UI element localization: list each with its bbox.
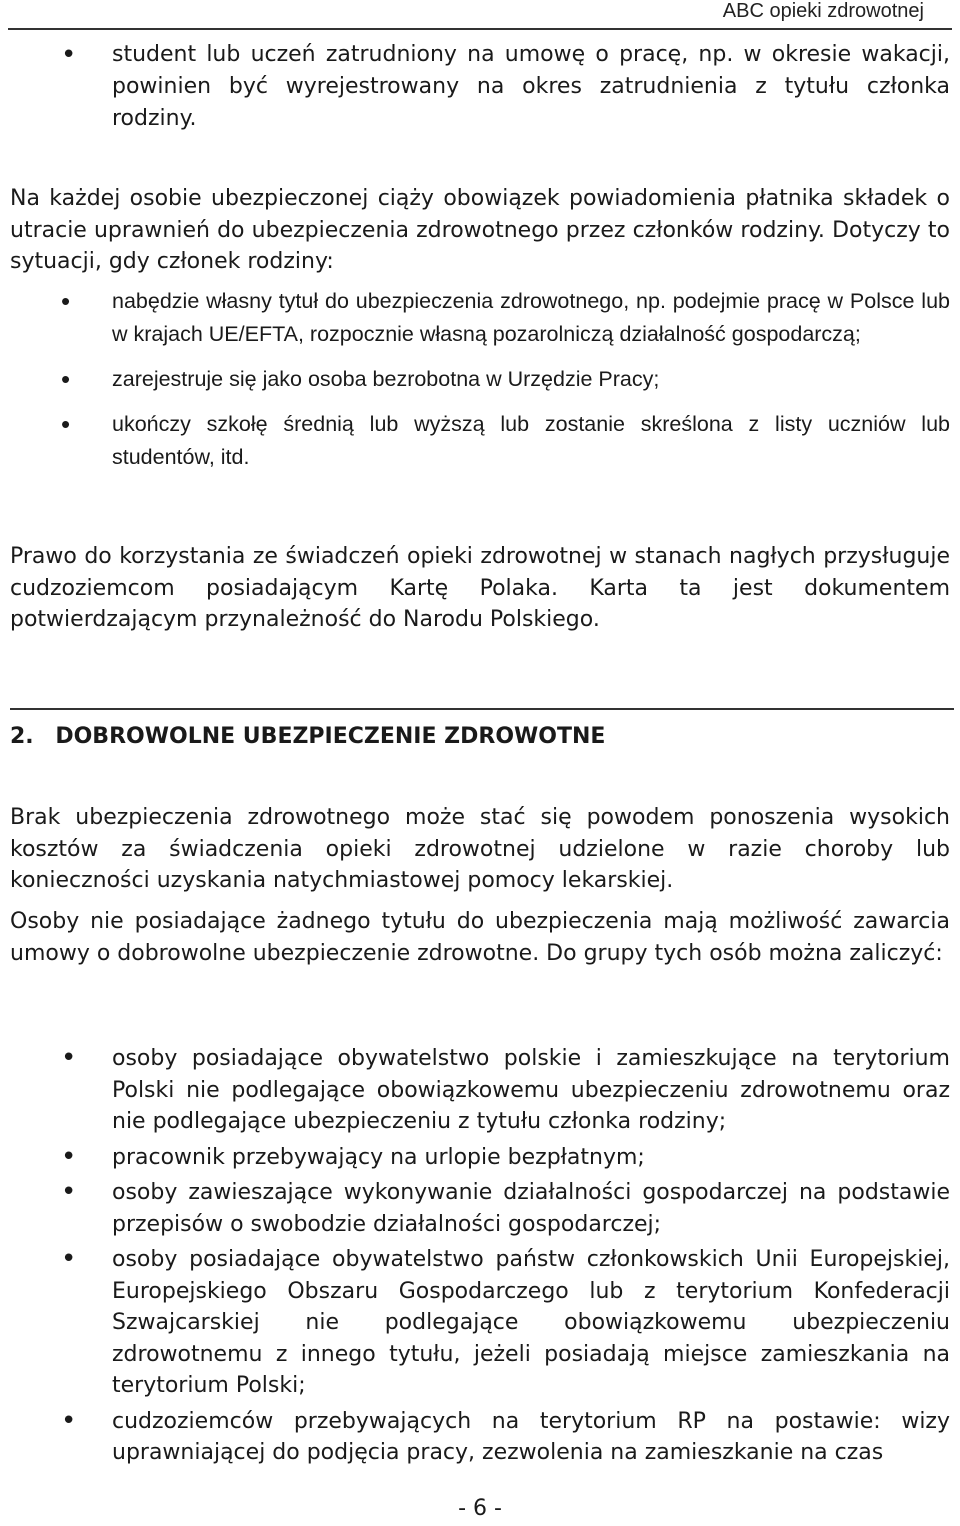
list-item — [61, 285, 950, 351]
bullet-list-voluntary — [61, 1043, 950, 1469]
list-item-text: pracownik przebywający na urlopie bezpłatnym; — [112, 1144, 645, 1170]
list-item-text: osoby posiadające obywatelstwo państw członkowskich Unii Europejskiej, Europejskiego Obszaru Gospodarczego lub z terytorium Konfederacji Szwajcarskiej nie podlegające obowiązkowemu ubezpieczeniu zdrowotnemu z innego tytułu, jeżeli posiadają miejsce zamieszkania na terytorium Polski; — [112, 1247, 950, 1398]
running-header: ABC opieki zdrowotnej — [722, 0, 924, 22]
list-item — [61, 1141, 950, 1174]
list-item-text: student lub uczeń zatrudniony na umowę o pracę, np. w okresie wakacji, powinien być wyrejestrowany na okres zatrudnienia z tytułu członka rodziny. — [112, 42, 950, 131]
bullet-icon: • — [61, 1244, 77, 1274]
section-number: 2. — [10, 724, 34, 749]
page-number: - 6 - — [458, 1496, 502, 1521]
paragraph-duty: Na każdej osobie ubezpieczonej ciąży obowiązek powiadomienia płatnika składek o utracie uprawnień do ubezpieczenia zdrowotnego przez członków rodziny. Dotyczy to sytuacji, gdy członek rodziny: — [10, 186, 951, 274]
list-item — [61, 1244, 950, 1402]
bullet-icon: • — [61, 1043, 77, 1073]
section-heading — [10, 724, 605, 749]
list-item-text: osoby zawieszające wykonywanie działalności gospodarczej na podstawie przepisów o swobodzie działalności gospodarczej; — [112, 1180, 950, 1237]
bullet-icon: • — [61, 286, 71, 316]
bullet-list-member — [61, 285, 950, 474]
bullet-icon: • — [61, 409, 71, 439]
bullet-icon: • — [61, 1405, 77, 1436]
list-item-text: cudzoziemców przebywających na terytorium RP na postawie: wizy uprawniającej do podjęcia pracy, zezwolenia na zamieszkanie na czas — [112, 1408, 950, 1465]
paragraph-polish-card: Prawo do korzystania ze świadczeń opieki zdrowotnej w stanach nagłych przysługuje cudzoziemcom posiadającym Kartę Polaka. Karta ta jest dokumentem potwierdzającym przynależność do Narodu Polskiego. — [10, 544, 950, 632]
list-item — [61, 1043, 950, 1138]
list-item — [61, 1405, 950, 1469]
bullet-icon: • — [61, 1141, 77, 1172]
header-rule — [8, 28, 952, 30]
list-item — [61, 1177, 950, 1240]
list-item-text: ukończy szkołę średnią lub wyższą lub zostanie skreślona z listy uczniów lub studentów, itd. — [112, 412, 950, 469]
bullet-icon: • — [61, 1177, 77, 1207]
bullet-icon: • — [61, 40, 77, 70]
list-item — [61, 363, 950, 396]
list-item-text: nabędzie własny tytuł do ubezpieczenia zdrowotnego, np. podejmie pracę w Polsce lub w krajach UE/EFTA, rozpocznie własną pozarolniczą działalność gospodarczą; — [112, 289, 950, 346]
paragraph-cost: Brak ubezpieczenia zdrowotnego może stać się powodem ponoszenia wysokich kosztów za świadczenia opieki zdrowotnej udzielone w razie choroby lub konieczności uzyskania natychmiastowej pomocy lekarskiej. — [10, 805, 950, 893]
list-item — [61, 408, 950, 474]
paragraph-voluntary: Osoby nie posiadające żadnego tytułu do ubezpieczenia mają możliwość zawarcia umowy o dobrowolne ubezpieczenie zdrowotne. Do grupy tych osób można zaliczyć: — [10, 909, 950, 966]
section-rule — [10, 708, 954, 710]
list-item-text: osoby posiadające obywatelstwo polskie i zamieszkujące na terytorium Polski nie podlegające obowiązkowemu ubezpieczeniu zdrowotnemu oraz nie podlegające ubezpieczeniu z tytułu członka rodziny; — [112, 1046, 950, 1134]
bullet-list-top — [61, 39, 950, 135]
list-item-text: zarejestruje się jako osoba bezrobotna w Urzędzie Pracy; — [112, 367, 660, 391]
bullet-icon: • — [61, 364, 71, 394]
section-title: DOBROWOLNE UBEZPIECZENIE ZDROWOTNE — [55, 724, 606, 749]
list-item — [61, 39, 950, 135]
